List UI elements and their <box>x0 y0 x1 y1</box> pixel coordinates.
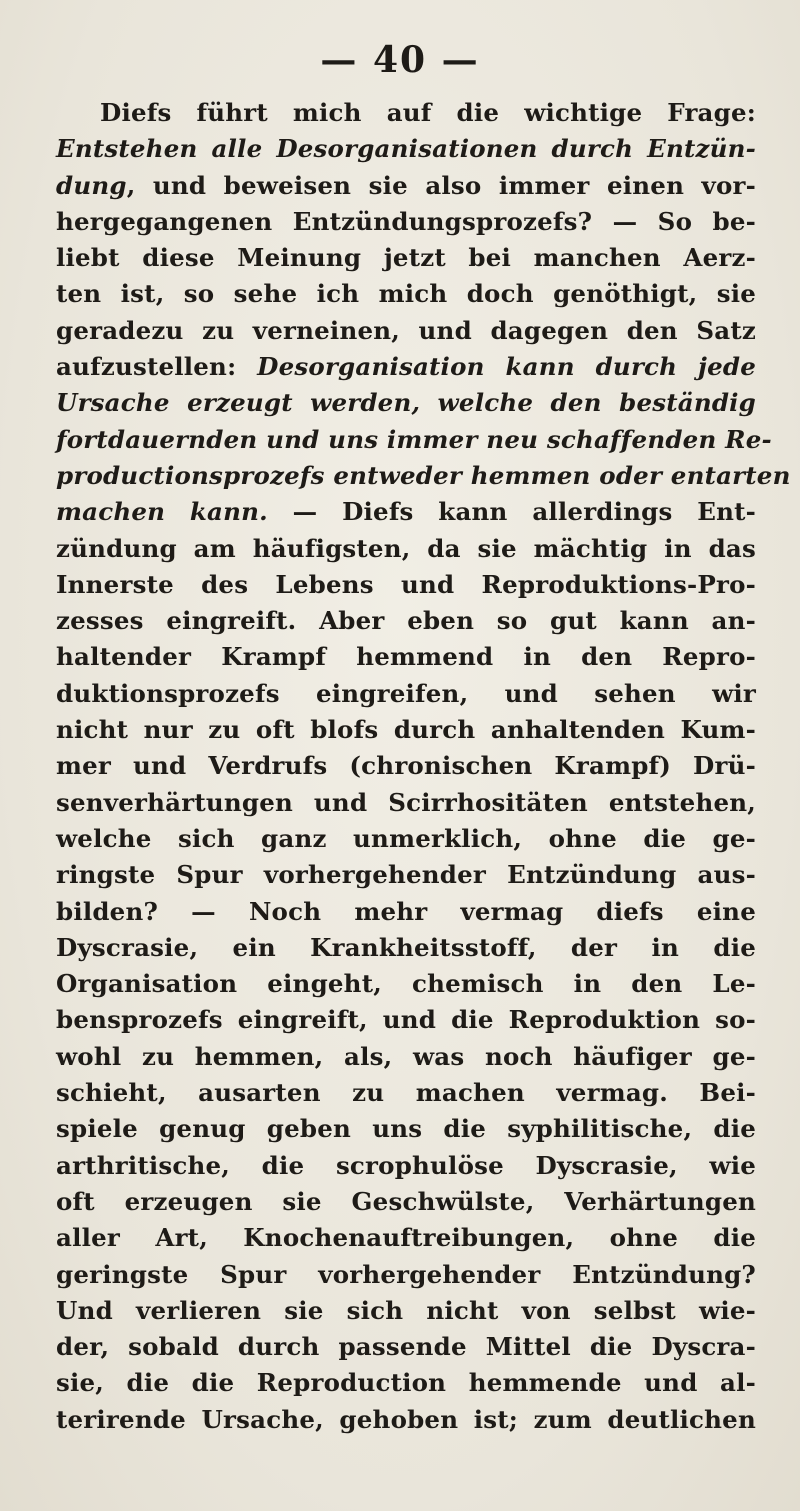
text-line: duktionsprozefs eingreifen, und sehen wir <box>56 678 756 708</box>
italic-phrase: Entstehen alle Desorganisationen durch Entzün- <box>56 134 756 164</box>
text-line: bensprozefs eingreift, und die Reproduktion so- <box>56 1005 756 1035</box>
text-line <box>56 168 756 204</box>
text-line: wohl zu hemmen, als, was noch häufiger ge- <box>56 1041 756 1071</box>
text-line: haltender Krampf hemmend in den Repro- <box>56 642 756 672</box>
text-line <box>56 422 772 458</box>
text-line: ten ist, so sehe ich mich doch genöthigt, sie <box>56 279 756 309</box>
italic-phrase: Desorganisation kann durch jede <box>257 352 756 382</box>
text-line <box>56 494 756 530</box>
italic-phrase: Ursache erzeugt werden, welche den beständig <box>56 388 756 418</box>
text-line: geradezu zu verneinen, und dagegen den Satz <box>56 315 756 345</box>
text-line: senverhärtungen und Scirrhositäten entstehen, <box>56 787 756 817</box>
page-number: — 40 — <box>320 39 480 81</box>
text-line: spiele genug geben uns die syphilitische, die <box>56 1114 756 1144</box>
text-line: zesses eingreift. Aber eben so gut kann an- <box>56 606 756 636</box>
text-line: welche sich ganz unmerklich, ohne die ge- <box>56 823 756 853</box>
text-segment: , und beweisen sie also immer einen vor- <box>126 170 756 200</box>
text-line: mer und Verdrufs (chronischen Krampf) Drü- <box>56 751 756 781</box>
text-line <box>56 458 791 494</box>
text-line: zündung am häufigsten, da sie mächtig in das <box>56 533 756 563</box>
text-line: sie, die die Reproduction hemmende und al- <box>56 1368 756 1398</box>
text-line: Diefs führt mich auf die wichtige Frage: <box>100 98 756 127</box>
italic-phrase: machen kann. <box>56 497 268 527</box>
italic-phrase: dung <box>56 170 127 200</box>
text-line: oft erzeugen sie Geschwülste, Verhärtungen <box>56 1186 756 1216</box>
text-line: nicht nur zu oft blofs durch anhaltenden Kum- <box>56 715 756 745</box>
text-line: der, sobald durch passende Mittel die Dyscra- <box>56 1332 756 1362</box>
text-line <box>56 385 756 421</box>
text-line: aller Art, Knochenauftreibungen, ohne die <box>56 1223 756 1253</box>
text-line: terirende Ursache, gehoben ist; zum deutlichen <box>56 1404 756 1434</box>
text-line: ringste Spur vorhergehender Entzündung aus- <box>56 860 756 890</box>
text-line: hergegangenen Entzündungsprozefs? — So be- <box>56 206 756 236</box>
text-line: bilden? — Noch mehr vermag diefs eine <box>56 896 756 926</box>
text-line: Innerste des Lebens und Reproduktions-Pro- <box>56 569 756 599</box>
italic-phrase: fortdauernden und uns immer neu schaffenden Re- <box>56 424 772 454</box>
text-line: Dyscrasie, ein Krankheitsstoff, der in die <box>56 932 756 962</box>
text-line: schieht, ausarten zu machen vermag. Bei- <box>56 1078 756 1108</box>
text-line: geringste Spur vorhergehender Entzündung? <box>56 1259 756 1289</box>
text-segment: — Diefs kann allerdings Ent- <box>267 497 756 527</box>
text-line: liebt diese Meinung jetzt bei manchen Aerz- <box>56 243 756 273</box>
body-text <box>56 95 791 1438</box>
text-line: Und verlieren sie sich nicht von selbst wie- <box>56 1295 756 1325</box>
text-line: Organisation eingeht, chemisch in den Le- <box>56 969 756 999</box>
italic-phrase: productionsprozefs entweder hemmen oder entarten <box>56 460 791 490</box>
text-line <box>56 131 756 167</box>
text-segment: aufzustellen: <box>56 352 258 382</box>
text-line <box>56 349 756 385</box>
text-line: arthritische, die scrophulöse Dyscrasie, wie <box>56 1150 756 1180</box>
